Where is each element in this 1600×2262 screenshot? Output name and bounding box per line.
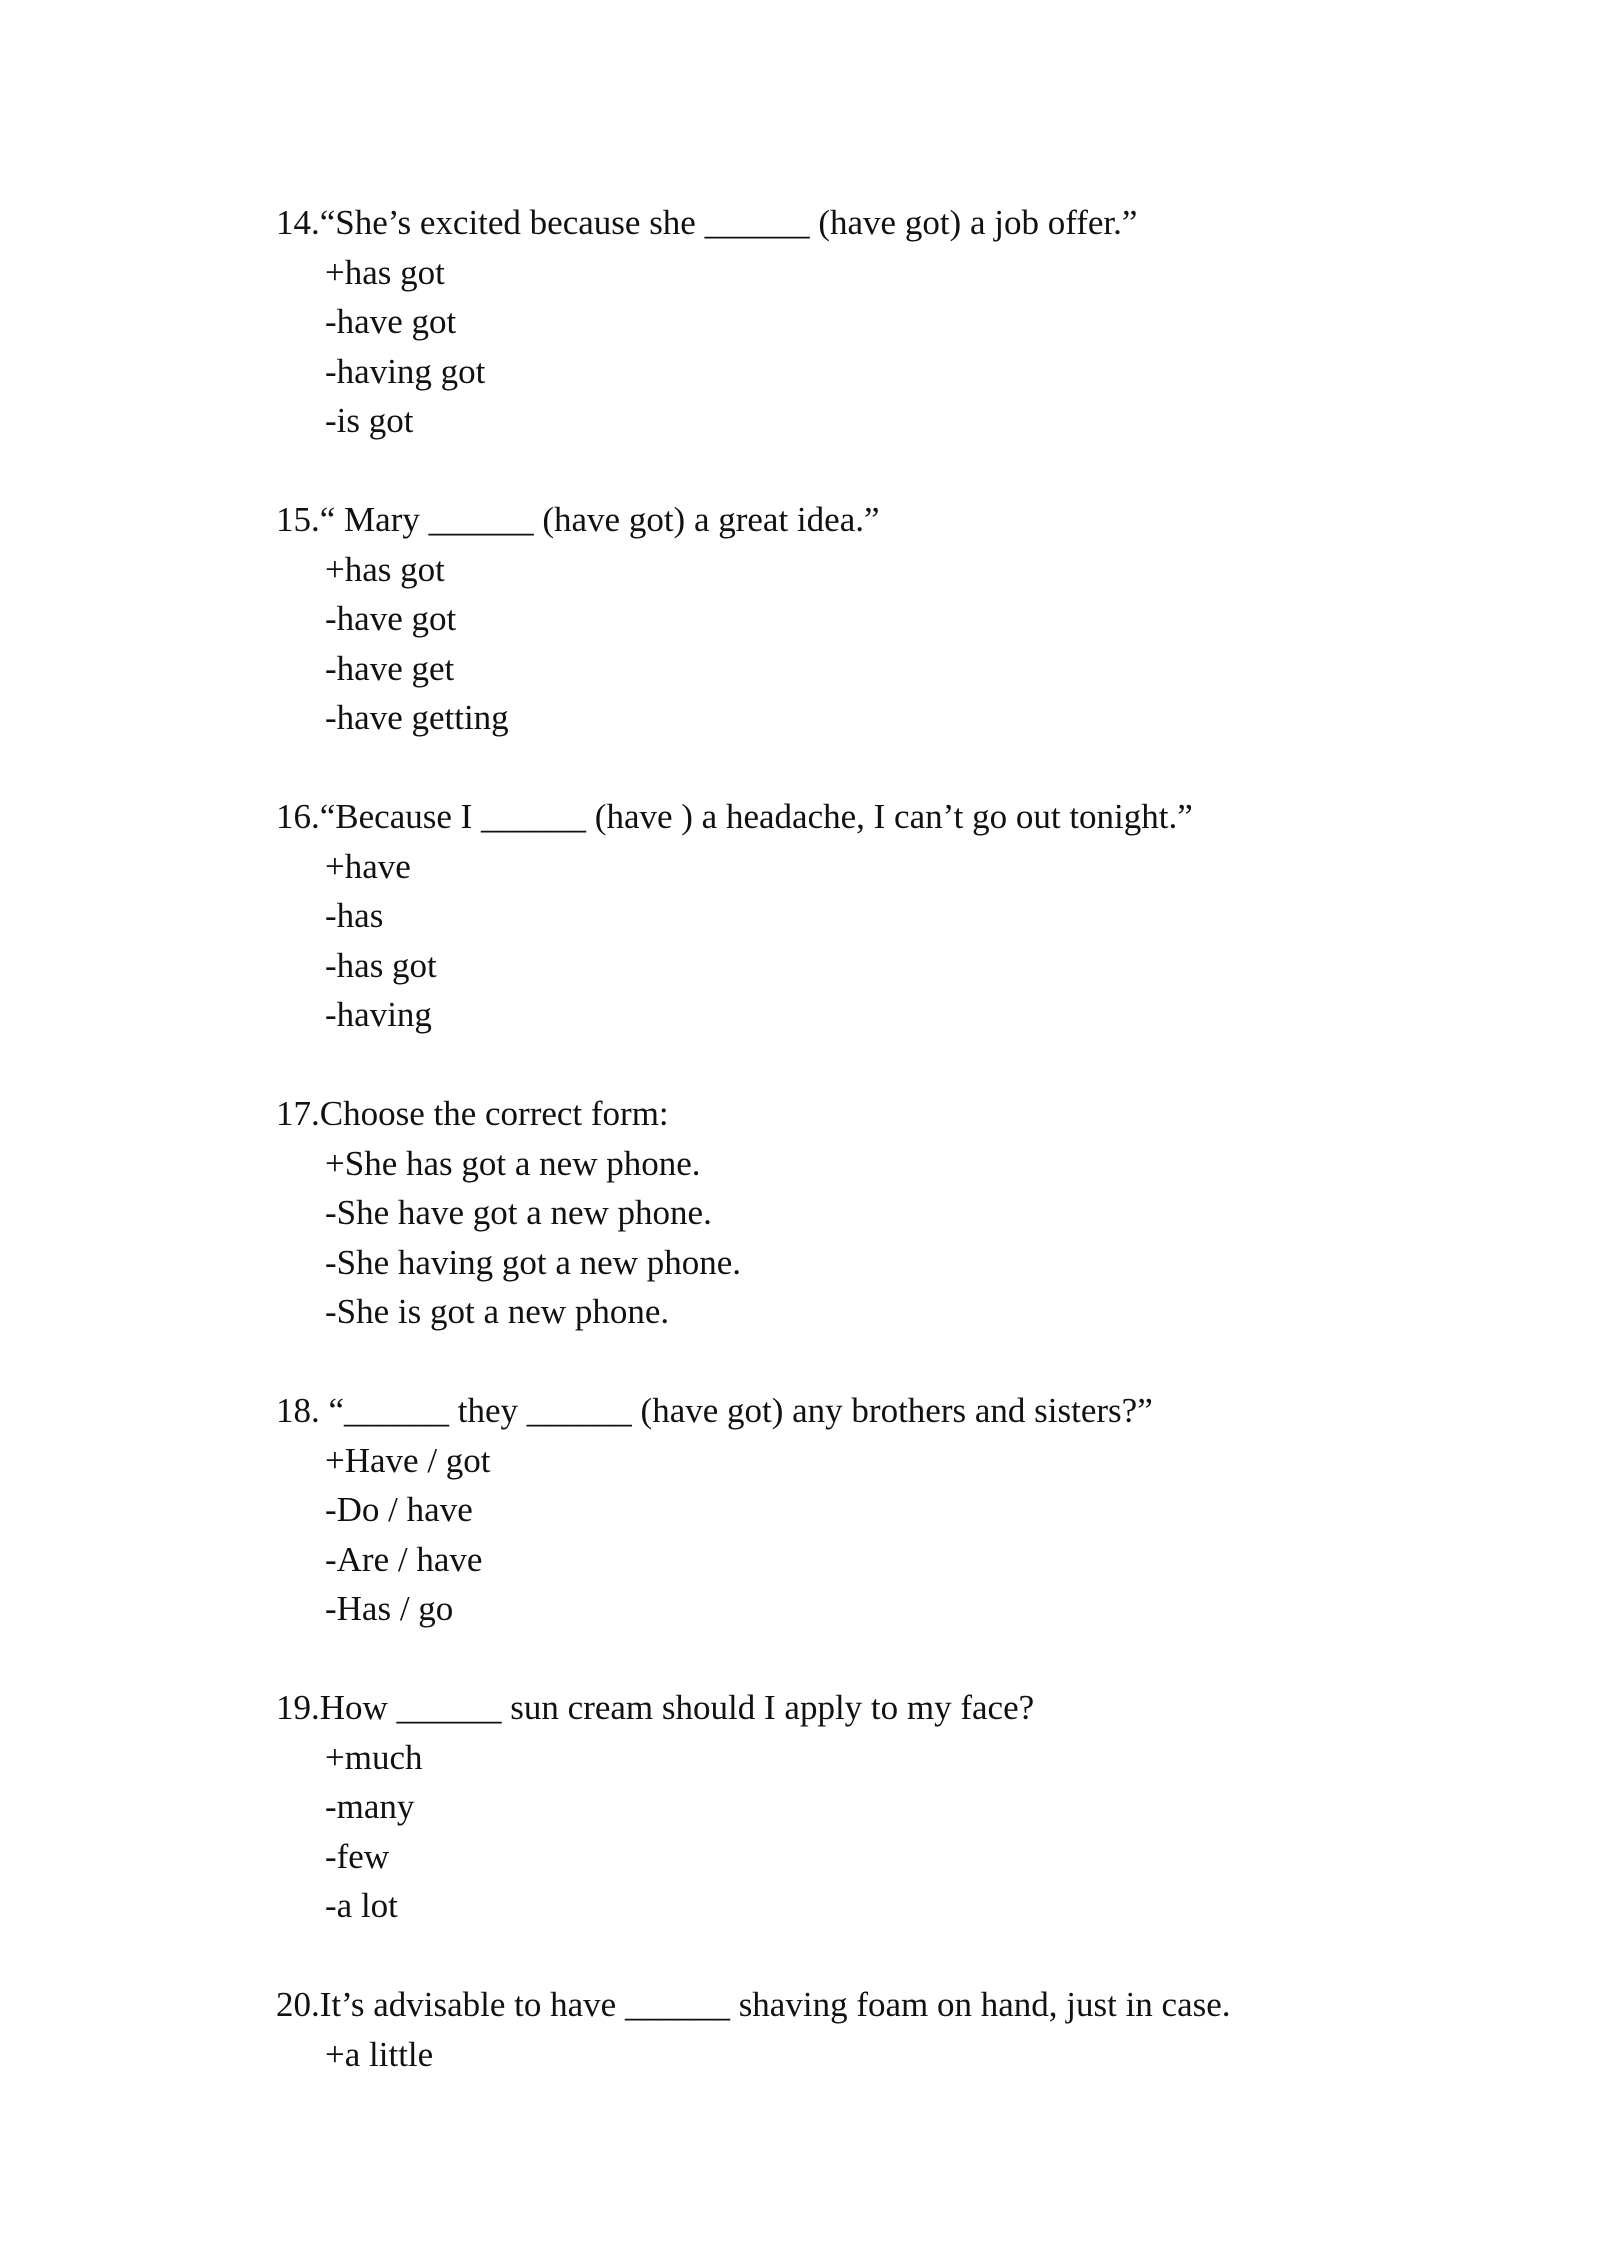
option-list: [276, 1733, 1426, 1931]
question-16: [276, 792, 1426, 1040]
option: -have got: [325, 302, 457, 341]
question-list: [276, 198, 1426, 2129]
option: -having got: [325, 351, 486, 391]
option-list: [276, 1436, 1426, 1634]
option: -have got: [325, 599, 457, 638]
question-stem: [276, 495, 1426, 545]
option: -many: [325, 1787, 415, 1826]
option-correct: +much: [325, 1737, 423, 1777]
option: -having: [325, 995, 432, 1034]
question-stem: [276, 1089, 1426, 1139]
option: -have get: [325, 648, 455, 688]
question-text: How ______ sun cream should I apply to my face?: [319, 1688, 1035, 1727]
option: -a lot: [325, 1886, 398, 1925]
question-stem: [276, 1980, 1426, 2030]
option: -Do / have: [325, 1490, 473, 1529]
option: -is got: [325, 401, 414, 440]
option-correct: +Have / got: [325, 1440, 491, 1480]
question-text: “ Mary ______ (have got) a great idea.”: [319, 500, 880, 539]
question-14: [276, 198, 1426, 446]
option: -has: [325, 896, 384, 935]
question-19: [276, 1683, 1426, 1931]
question-15: [276, 495, 1426, 743]
question-text: Choose the correct form:: [319, 1094, 669, 1133]
option-list: [276, 545, 1426, 743]
question-number: 20.: [276, 1985, 320, 2024]
option: -few: [325, 1836, 390, 1876]
question-20: [276, 1980, 1426, 2079]
question-text: “Because I ______ (have ) a headache, I can’t go out tonight.”: [319, 797, 1193, 836]
question-number: 19.: [276, 1688, 320, 1727]
question-number: 18.: [276, 1391, 320, 1430]
question-stem: [276, 1683, 1426, 1733]
question-number: 15.: [276, 500, 320, 539]
question-stem: [276, 198, 1426, 248]
option-correct: +has got: [325, 252, 445, 292]
option-list: [276, 248, 1426, 446]
question-number: 17.: [276, 1094, 320, 1133]
option: -have getting: [325, 698, 509, 737]
option-correct: +has got: [325, 549, 445, 589]
option-correct: +a little: [325, 2034, 434, 2074]
option-list: [276, 1139, 1426, 1337]
question-text: It’s advisable to have ______ shaving foam on hand, just in case.: [319, 1985, 1231, 2024]
option: -She is got a new phone.: [325, 1292, 670, 1331]
option-correct: +have: [325, 846, 411, 886]
question-number: 14.: [276, 203, 320, 242]
question-text: “______ they ______ (have got) any brothers and sisters?”: [319, 1391, 1153, 1430]
option-list: [276, 842, 1426, 1040]
option: -She have got a new phone.: [325, 1193, 712, 1232]
option: -She having got a new phone.: [325, 1242, 742, 1282]
question-text: “She’s excited because she ______ (have got) a job offer.”: [319, 203, 1138, 242]
question-number: 16.: [276, 797, 320, 836]
option: -Has / go: [325, 1589, 454, 1628]
option: -Are / have: [325, 1539, 483, 1579]
option-list: [276, 2030, 1426, 2080]
question-17: [276, 1089, 1426, 1337]
option-correct: +She has got a new phone.: [325, 1143, 701, 1183]
option: -has got: [325, 945, 437, 985]
question-stem: [276, 792, 1426, 842]
question-18: [276, 1386, 1426, 1634]
question-stem: [276, 1386, 1426, 1436]
